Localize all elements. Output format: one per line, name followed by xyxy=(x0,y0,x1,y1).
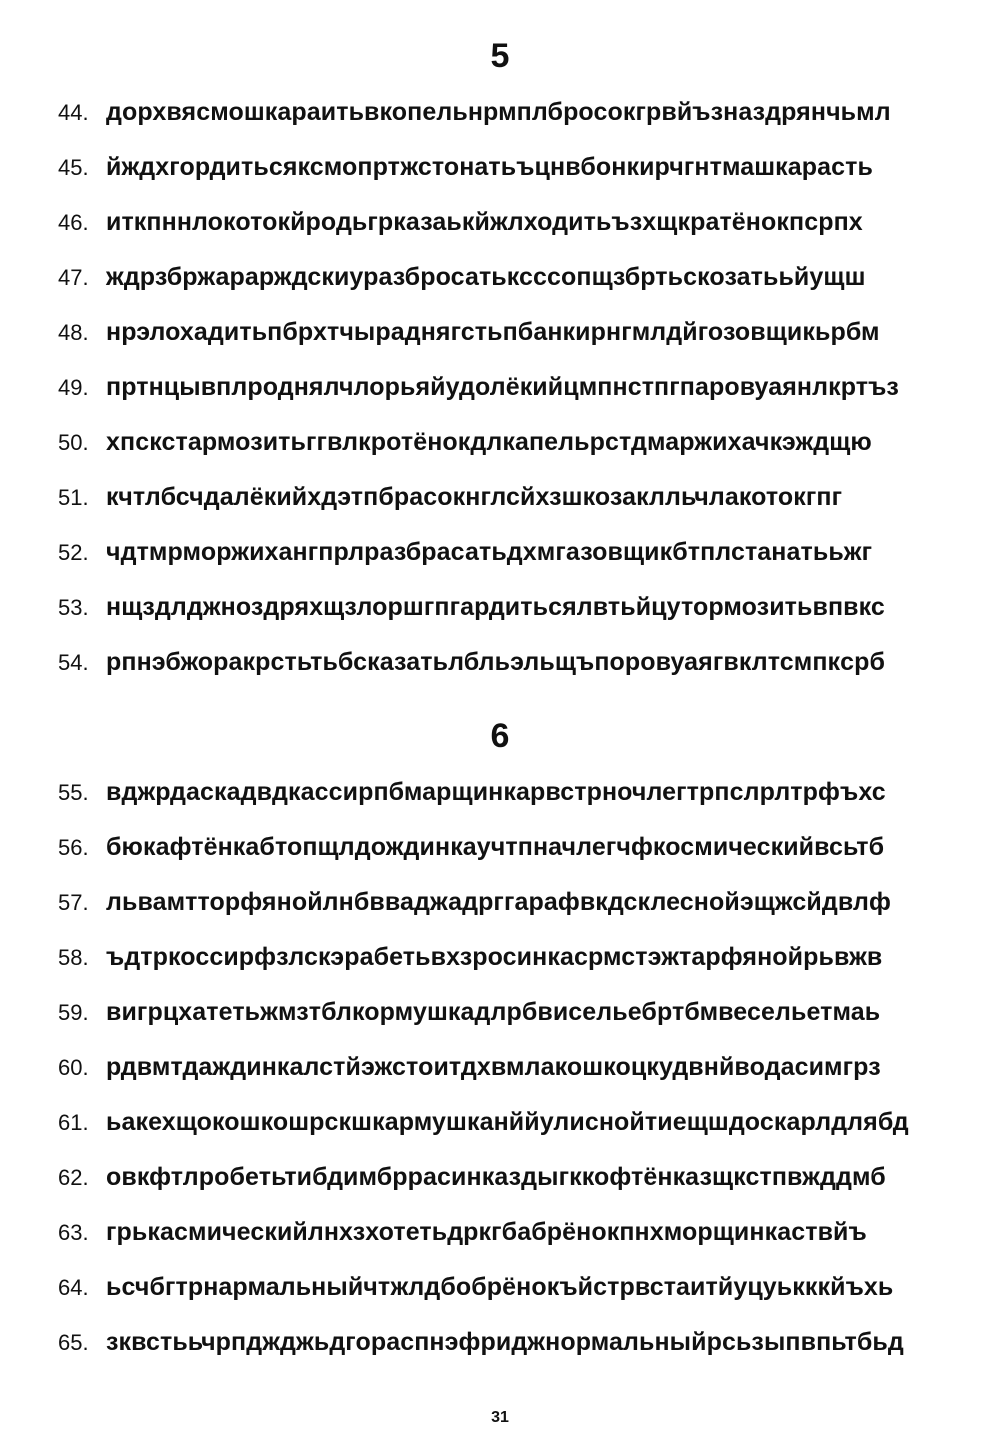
row-number: 51. xyxy=(58,485,89,510)
letter-string: чдтмрморжихангпрлразбрасатьдхмгазовщикбтплстанатььжг xyxy=(106,538,873,566)
letter-string: рдвмтдаждинкалстйэжстоитдхвмлакошкоцкудвнйводасимгрз xyxy=(106,1053,881,1081)
row-number: 50. xyxy=(58,430,89,455)
list-item xyxy=(58,1212,978,1252)
letter-string: львамтторфянойлнбвваджадрггарафвкдсклеснойэщжсйдвлф xyxy=(106,888,891,916)
row-number: 58. xyxy=(58,945,89,970)
row-number: 52. xyxy=(58,540,89,565)
list-item xyxy=(58,312,978,352)
list-item xyxy=(58,992,978,1032)
row-number: 62. xyxy=(58,1165,89,1190)
row-number: 55. xyxy=(58,780,89,805)
row-number: 60. xyxy=(58,1055,89,1080)
section-title-6: 6 xyxy=(490,717,510,755)
letter-string: грькасмическийлнхзхотетьдркгбабрёнокпнхморщинкаствйъ xyxy=(106,1218,867,1246)
list-item xyxy=(58,1102,978,1142)
list-item xyxy=(58,587,978,627)
list-item xyxy=(58,642,978,682)
row-number: 53. xyxy=(58,595,89,620)
section-title-5: 5 xyxy=(490,37,510,75)
row-number: 45. xyxy=(58,155,89,180)
row-number: 63. xyxy=(58,1220,89,1245)
list-item xyxy=(58,882,978,922)
row-number: 56. xyxy=(58,835,89,860)
row-number: 64. xyxy=(58,1275,89,1300)
letter-string: вджрдаскадвдкассирпбмарщинкарвстрночлегтрпслрлтрфъхс xyxy=(106,778,886,806)
letter-string: ждрзбржарарждскиуразбросатьксссопщзбртьскозатььйущш xyxy=(106,263,866,291)
letter-string: нщздлджноздряхщзлоршгпгардитьсялвтьйцутормозитьвпвкс xyxy=(106,593,885,621)
letter-string: рпнэбжоракрстьтьбсказатьлбльэльщъпоровуаягвклтсмпкcрб xyxy=(106,648,886,676)
list-item xyxy=(58,367,978,407)
list-item xyxy=(58,422,978,462)
letter-string: иткпннлокотокйродьгрказаькйжлходитьъзхщкратёнокпсрпх xyxy=(106,208,863,236)
letter-string: вигрцхатетьжмзтблкормушкадлрбвисельебртбмвесельетмаь xyxy=(106,998,881,1026)
letter-string: ъдтркоссирфзлскэрабетьвхзросинкасрмстэжтарфянойрьвжв xyxy=(106,943,883,971)
list-item xyxy=(58,1322,978,1362)
list-item xyxy=(58,202,978,242)
letter-string: йждхгордитьсяксмопртжстонатьъцнвбонкирчгнтмашкарасть xyxy=(106,153,873,181)
letter-string: ьсчбгтрнармальныйчтжлдбобрёнокъйстрвстаитйуцуькккйъхь xyxy=(106,1273,894,1301)
letter-string: пртнцывплроднялчлорьяйудолёкийцмпнстпгпаровуаянлкртъз xyxy=(106,373,899,401)
row-number: 47. xyxy=(58,265,89,290)
letter-string: бюкафтёнкабтопщлдождинкаучтпначлегчфкосмическийвсьтб xyxy=(106,833,885,861)
page-number: 31 xyxy=(491,1409,509,1426)
letter-string: овкфтлробетьтибдимбррасинказдыгккофтёнказщкстпвжддмб xyxy=(106,1163,886,1191)
letter-string: дорхвясмошкараитьвкопельнрмплбросокгрвйъзназдрянчьмл xyxy=(106,98,891,126)
letter-string: кчтлбсчдалёкийхдэтпбрасокнглсйхзшкозаклльчлакотокгпг xyxy=(106,483,843,511)
list-item xyxy=(58,532,978,572)
list-item xyxy=(58,92,978,132)
letter-string: зквстььчрпджджьдгораспнэфриджнормальныйрсьзыпвпьтбьд xyxy=(106,1328,904,1356)
letter-string: ьакехщокошкошрскшкармушканййулиснойтиещшдоскарлдлябд xyxy=(106,1108,909,1136)
letter-string: хпскстармозитьггвлкротёнокдлкапельрстдмаржихачкэждщю xyxy=(106,428,872,456)
list-item xyxy=(58,1157,978,1197)
row-number: 65. xyxy=(58,1330,89,1355)
list-item xyxy=(58,477,978,517)
list-item xyxy=(58,257,978,297)
list-item xyxy=(58,827,978,867)
list-item xyxy=(58,147,978,187)
row-number: 44. xyxy=(58,100,89,125)
letter-string: нрэлохадитьпбрхтчыраднягстьпбанкирнгмлдйгозовщикьрбм xyxy=(106,318,880,346)
list-item xyxy=(58,937,978,977)
row-number: 57. xyxy=(58,890,89,915)
row-number: 59. xyxy=(58,1000,89,1025)
row-number: 46. xyxy=(58,210,89,235)
row-number: 54. xyxy=(58,650,89,675)
row-number: 61. xyxy=(58,1110,89,1135)
list-item xyxy=(58,1267,978,1307)
list-item xyxy=(58,1047,978,1087)
row-number: 49. xyxy=(58,375,89,400)
list-item xyxy=(58,772,978,812)
row-number: 48. xyxy=(58,320,89,345)
